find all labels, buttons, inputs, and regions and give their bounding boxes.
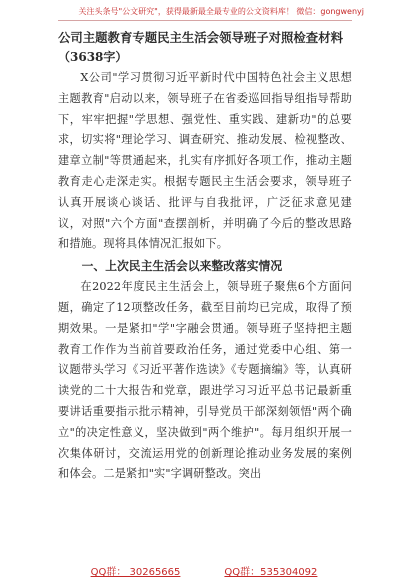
section-heading-1: 一、上次民主生活会以来整改落实情况 (81, 259, 283, 274)
document-body (58, 28, 352, 485)
document-title: 公司主题教育专题民主生活会领导班子对照检查材料 (58, 30, 343, 45)
section-1-paragraph: 在2022年度民主生活会上，领导班子聚焦6个方面问题，确定了12项整改任务，截至目前均已完成，取得了预期效果。一是紧扣"学"字融会贯通。领导班子坚持把主题教育工作作为当前首要政治任务，通过党委中心组、第一议题带头学习《习近平著作选读》《专题摘编》等，认真研读党的二十大报告和党章，跟进学习习近平总书记最新重要讲话重要指示批示精神，引导党员干部深刻领悟"两个确立"的决定性意义，坚决做到"两个维护"。每月组织开展一次集体研讨，交流运用党的创新理论推动业务发展的案例和体会。二是紧扣"实"字调研整改。突出 (58, 280, 352, 481)
footer (0, 563, 408, 578)
header-divider (58, 20, 352, 21)
word-count: （3638字） (58, 50, 128, 64)
header-banner: 关注头条号"公文研究"，获得最新最全最专业的公文资料库！ 微信：gongwenyj (78, 7, 364, 16)
footer-qq-group-1[interactable]: QQ群： 30265665 (90, 567, 181, 578)
footer-qq-group-2[interactable]: QQ群：535304092 (224, 567, 318, 578)
intro-paragraph: X公司"学习贯彻习近平新时代中国特色社会主义思想主题教育"启动以来，领导班子在省委巡回指导组指导帮助下，牢牢把握"学思想、强党性、重实践、建新功"的总要求，切实将"理论学习、调查研究、推动发展、检视整改、建章立制"等贯通起来，扎实有序抓好各项工作，推动主题教育走心走深走实。根据专题民主生活会要求，领导班子认真开展谈心谈话、批评与自我批评，广泛征求意见建议，对照"六个方面"查摆剖析，并明确了今后的整改思路和措施。现将具体情况汇报如下。 (58, 71, 352, 251)
